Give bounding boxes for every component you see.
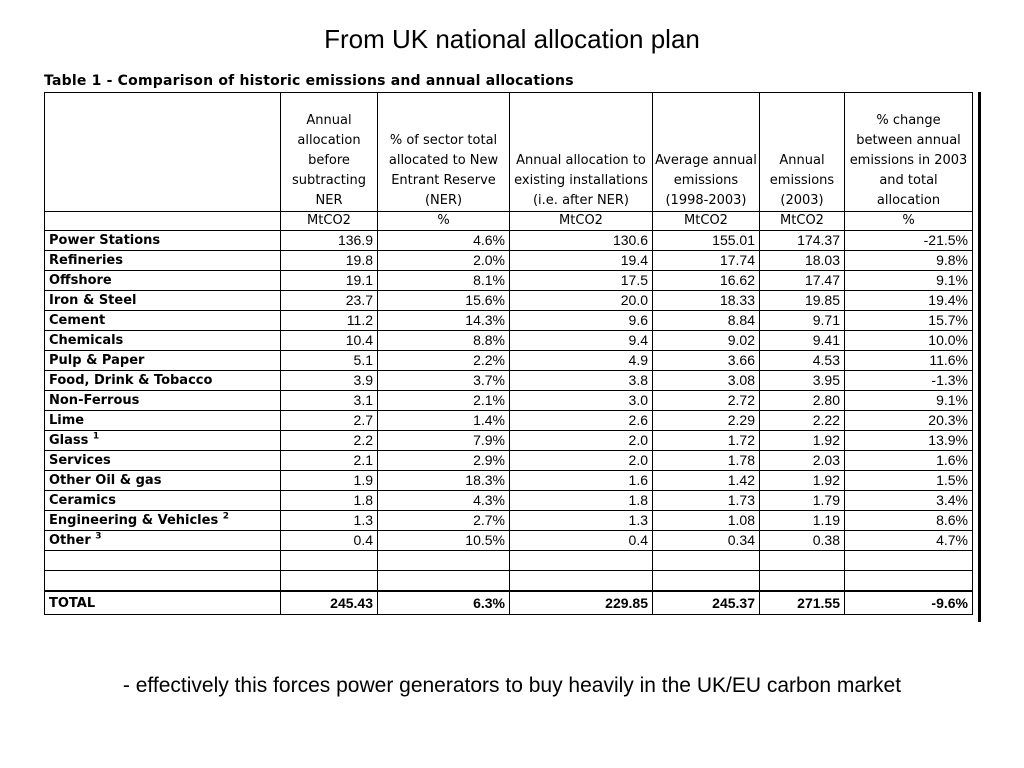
table-cell: 19.85 bbox=[760, 291, 845, 311]
table-cell: 271.55 bbox=[760, 591, 845, 615]
table-cell: 1.72 bbox=[653, 431, 760, 451]
row-label-text: Engineering & Vehicles bbox=[49, 513, 219, 528]
table-cell: 14.3% bbox=[378, 311, 510, 331]
table-row bbox=[45, 231, 973, 251]
table-cell: 1.9 bbox=[281, 471, 378, 491]
row-label bbox=[45, 271, 281, 291]
blank-row bbox=[45, 551, 973, 571]
table-cell: 10.0% bbox=[845, 331, 973, 351]
table-row bbox=[45, 351, 973, 371]
table-cell: 0.34 bbox=[653, 531, 760, 551]
empty-cell bbox=[510, 551, 653, 571]
table-row bbox=[45, 411, 973, 431]
row-label bbox=[45, 391, 281, 411]
row-label bbox=[45, 231, 281, 251]
table-cell: 17.74 bbox=[653, 251, 760, 271]
row-label-text: Non-Ferrous bbox=[49, 393, 140, 408]
unit-cell: MtCO2 bbox=[510, 212, 653, 231]
table-cell: -21.5% bbox=[845, 231, 973, 251]
row-label bbox=[45, 311, 281, 331]
table-row bbox=[45, 531, 973, 551]
row-label bbox=[45, 331, 281, 351]
table-row bbox=[45, 491, 973, 511]
table-cell: 0.38 bbox=[760, 531, 845, 551]
table-cell: 15.6% bbox=[378, 291, 510, 311]
table-cell: 9.02 bbox=[653, 331, 760, 351]
row-label-text: Pulp & Paper bbox=[49, 353, 145, 368]
row-label-text: Other bbox=[49, 533, 91, 548]
empty-cell bbox=[281, 571, 378, 592]
table-cell: 1.92 bbox=[760, 431, 845, 451]
table-cell: 9.8% bbox=[845, 251, 973, 271]
emissions-table bbox=[44, 92, 973, 615]
table-cell: 8.1% bbox=[378, 271, 510, 291]
row-label-text: TOTAL bbox=[49, 595, 96, 611]
row-label bbox=[45, 511, 281, 531]
row-label-text: Power Stations bbox=[49, 233, 161, 248]
total-row bbox=[45, 591, 973, 615]
table-cell: 3.8 bbox=[510, 371, 653, 391]
empty-cell bbox=[281, 551, 378, 571]
table-cell: 130.6 bbox=[510, 231, 653, 251]
empty-cell bbox=[45, 551, 281, 571]
table-cell: 229.85 bbox=[510, 591, 653, 615]
table-cell: 18.3% bbox=[378, 471, 510, 491]
table-cell: 11.2 bbox=[281, 311, 378, 331]
table-cell: 19.8 bbox=[281, 251, 378, 271]
table-cell: 11.6% bbox=[845, 351, 973, 371]
column-header: Average annual emissions (1998-2003) bbox=[653, 93, 760, 212]
table-cell: 8.84 bbox=[653, 311, 760, 331]
table-cell: 2.6 bbox=[510, 411, 653, 431]
table-cell: 9.1% bbox=[845, 271, 973, 291]
table-caption: Table 1 - Comparison of historic emissions and annual allocations bbox=[44, 73, 574, 89]
table-cell: 1.6 bbox=[510, 471, 653, 491]
column-header: Annual allocation to existing installations (i.e. after NER) bbox=[510, 93, 653, 212]
table-cell: 2.7 bbox=[281, 411, 378, 431]
unit-cell: MtCO2 bbox=[653, 212, 760, 231]
column-header: % of sector total allocated to New Entrant Reserve (NER) bbox=[378, 93, 510, 212]
row-label-text: Iron & Steel bbox=[49, 293, 137, 308]
table-cell: 2.0 bbox=[510, 451, 653, 471]
table-row bbox=[45, 331, 973, 351]
table-cell: 9.41 bbox=[760, 331, 845, 351]
table-cell: 23.7 bbox=[281, 291, 378, 311]
table-cell: 1.08 bbox=[653, 511, 760, 531]
table-cell: 19.1 bbox=[281, 271, 378, 291]
table-cell: 4.9 bbox=[510, 351, 653, 371]
row-label-text: Chemicals bbox=[49, 333, 124, 348]
row-label-text: Cement bbox=[49, 313, 106, 328]
table-cell: 5.1 bbox=[281, 351, 378, 371]
table-cell: 3.08 bbox=[653, 371, 760, 391]
table-cell: 2.0 bbox=[510, 431, 653, 451]
footnote-cut-off bbox=[44, 619, 1000, 625]
table-cell: 10.4 bbox=[281, 331, 378, 351]
table-row bbox=[45, 431, 973, 451]
table-cell: 245.37 bbox=[653, 591, 760, 615]
table-cell: 1.79 bbox=[760, 491, 845, 511]
row-label bbox=[45, 471, 281, 491]
table-cell: 1.4% bbox=[378, 411, 510, 431]
table-cell: 20.0 bbox=[510, 291, 653, 311]
table-cell: 9.71 bbox=[760, 311, 845, 331]
table-body bbox=[45, 231, 973, 615]
slide-title: From UK national allocation plan bbox=[324, 24, 700, 54]
table-cell: 9.1% bbox=[845, 391, 973, 411]
table-cell: 3.9 bbox=[281, 371, 378, 391]
table-cell: 2.1 bbox=[281, 451, 378, 471]
table-cell: 1.19 bbox=[760, 511, 845, 531]
table-cell: 0.4 bbox=[510, 531, 653, 551]
table-cell: 3.1 bbox=[281, 391, 378, 411]
table-cell: -9.6% bbox=[845, 591, 973, 615]
table-cell: 3.66 bbox=[653, 351, 760, 371]
table-cell: 1.8 bbox=[281, 491, 378, 511]
table-cell: 0.4 bbox=[281, 531, 378, 551]
empty-cell bbox=[510, 571, 653, 592]
footnote-marker: 1 bbox=[92, 431, 100, 442]
table-cell: 17.47 bbox=[760, 271, 845, 291]
row-label bbox=[45, 491, 281, 511]
table-cell: 245.43 bbox=[281, 591, 378, 615]
table-cell: 18.33 bbox=[653, 291, 760, 311]
table-cell: 2.29 bbox=[653, 411, 760, 431]
table-cell: 2.80 bbox=[760, 391, 845, 411]
empty-cell bbox=[760, 551, 845, 571]
table-cell: -1.3% bbox=[845, 371, 973, 391]
row-label-text: Ceramics bbox=[49, 493, 116, 508]
blank-row bbox=[45, 571, 973, 592]
row-label-text: Other Oil & gas bbox=[49, 473, 162, 488]
empty-cell bbox=[653, 571, 760, 592]
table-cell: 1.8 bbox=[510, 491, 653, 511]
empty-cell bbox=[378, 571, 510, 592]
row-label-text: Refineries bbox=[49, 253, 123, 268]
table-cell: 8.8% bbox=[378, 331, 510, 351]
table-cell: 6.3% bbox=[378, 591, 510, 615]
table-cell: 4.6% bbox=[378, 231, 510, 251]
table-cell: 174.37 bbox=[760, 231, 845, 251]
row-label-text: Food, Drink & Tobacco bbox=[49, 373, 213, 388]
unit-cell-empty bbox=[45, 212, 281, 231]
table-cell: 20.3% bbox=[845, 411, 973, 431]
row-label bbox=[45, 411, 281, 431]
row-label bbox=[45, 291, 281, 311]
table-cell: 1.5% bbox=[845, 471, 973, 491]
table-row bbox=[45, 511, 973, 531]
table-cell: 9.6 bbox=[510, 311, 653, 331]
empty-cell bbox=[845, 551, 973, 571]
header-cell-empty bbox=[45, 93, 281, 212]
row-label-text: Offshore bbox=[49, 273, 112, 288]
table-cell: 2.9% bbox=[378, 451, 510, 471]
row-label-text: Services bbox=[49, 453, 111, 468]
emissions-table-container bbox=[44, 92, 973, 615]
table-cell: 3.4% bbox=[845, 491, 973, 511]
table-cell: 3.0 bbox=[510, 391, 653, 411]
table-cell: 1.42 bbox=[653, 471, 760, 491]
empty-cell bbox=[45, 571, 281, 592]
table-cell: 9.4 bbox=[510, 331, 653, 351]
table-cell: 1.73 bbox=[653, 491, 760, 511]
table-cell: 155.01 bbox=[653, 231, 760, 251]
column-header: Annual emissions (2003) bbox=[760, 93, 845, 212]
table-cell: 16.62 bbox=[653, 271, 760, 291]
unit-cell: MtCO2 bbox=[760, 212, 845, 231]
table-cell: 18.03 bbox=[760, 251, 845, 271]
row-label-text: Lime bbox=[49, 413, 85, 428]
table-row bbox=[45, 271, 973, 291]
table-row bbox=[45, 251, 973, 271]
row-label bbox=[45, 591, 281, 615]
row-label bbox=[45, 251, 281, 271]
table-cell: 3.95 bbox=[760, 371, 845, 391]
table-cell: 2.7% bbox=[378, 511, 510, 531]
row-label bbox=[45, 351, 281, 371]
table-cell: 19.4 bbox=[510, 251, 653, 271]
table-cell: 8.6% bbox=[845, 511, 973, 531]
table-row bbox=[45, 371, 973, 391]
bottom-note: - effectively this forces power generators to buy heavily in the UK/EU carbon market bbox=[122, 674, 902, 697]
table-row bbox=[45, 311, 973, 331]
table-cell: 2.1% bbox=[378, 391, 510, 411]
unit-cell: MtCO2 bbox=[281, 212, 378, 231]
table-cell: 1.6% bbox=[845, 451, 973, 471]
table-cell: 19.4% bbox=[845, 291, 973, 311]
unit-cell: % bbox=[845, 212, 973, 231]
empty-cell bbox=[760, 571, 845, 592]
table-cell: 4.53 bbox=[760, 351, 845, 371]
table-cell: 3.7% bbox=[378, 371, 510, 391]
table-cell: 17.5 bbox=[510, 271, 653, 291]
table-cell: 1.78 bbox=[653, 451, 760, 471]
footnote-marker: 3 bbox=[95, 531, 102, 542]
footnote-marker: 2 bbox=[222, 511, 229, 522]
table-cell: 2.0% bbox=[378, 251, 510, 271]
table-cell: 13.9% bbox=[845, 431, 973, 451]
table-cell: 2.2% bbox=[378, 351, 510, 371]
header-row bbox=[45, 93, 973, 212]
table-row bbox=[45, 451, 973, 471]
table-right-border bbox=[978, 92, 981, 622]
table-cell: 15.7% bbox=[845, 311, 973, 331]
row-label bbox=[45, 451, 281, 471]
table-cell: 136.9 bbox=[281, 231, 378, 251]
table-cell: 10.5% bbox=[378, 531, 510, 551]
table-cell: 4.3% bbox=[378, 491, 510, 511]
unit-row bbox=[45, 212, 973, 231]
table-cell: 2.2 bbox=[281, 431, 378, 451]
column-header: % change between annual emissions in 2003 and total allocation bbox=[845, 93, 973, 212]
table-row bbox=[45, 391, 973, 411]
table-cell: 2.72 bbox=[653, 391, 760, 411]
table-row bbox=[45, 291, 973, 311]
row-label bbox=[45, 371, 281, 391]
table-cell: 4.7% bbox=[845, 531, 973, 551]
row-label bbox=[45, 431, 281, 451]
row-label bbox=[45, 531, 281, 551]
row-label-text: Glass bbox=[49, 433, 89, 448]
empty-cell bbox=[653, 551, 760, 571]
column-header: Annual allocation before subtracting NER bbox=[281, 93, 378, 212]
table-cell: 1.92 bbox=[760, 471, 845, 491]
table-cell: 2.03 bbox=[760, 451, 845, 471]
table-row bbox=[45, 471, 973, 491]
table-cell: 2.22 bbox=[760, 411, 845, 431]
table-cell: 1.3 bbox=[510, 511, 653, 531]
empty-cell bbox=[378, 551, 510, 571]
unit-cell: % bbox=[378, 212, 510, 231]
table-cell: 1.3 bbox=[281, 511, 378, 531]
table-cell: 7.9% bbox=[378, 431, 510, 451]
empty-cell bbox=[845, 571, 973, 592]
